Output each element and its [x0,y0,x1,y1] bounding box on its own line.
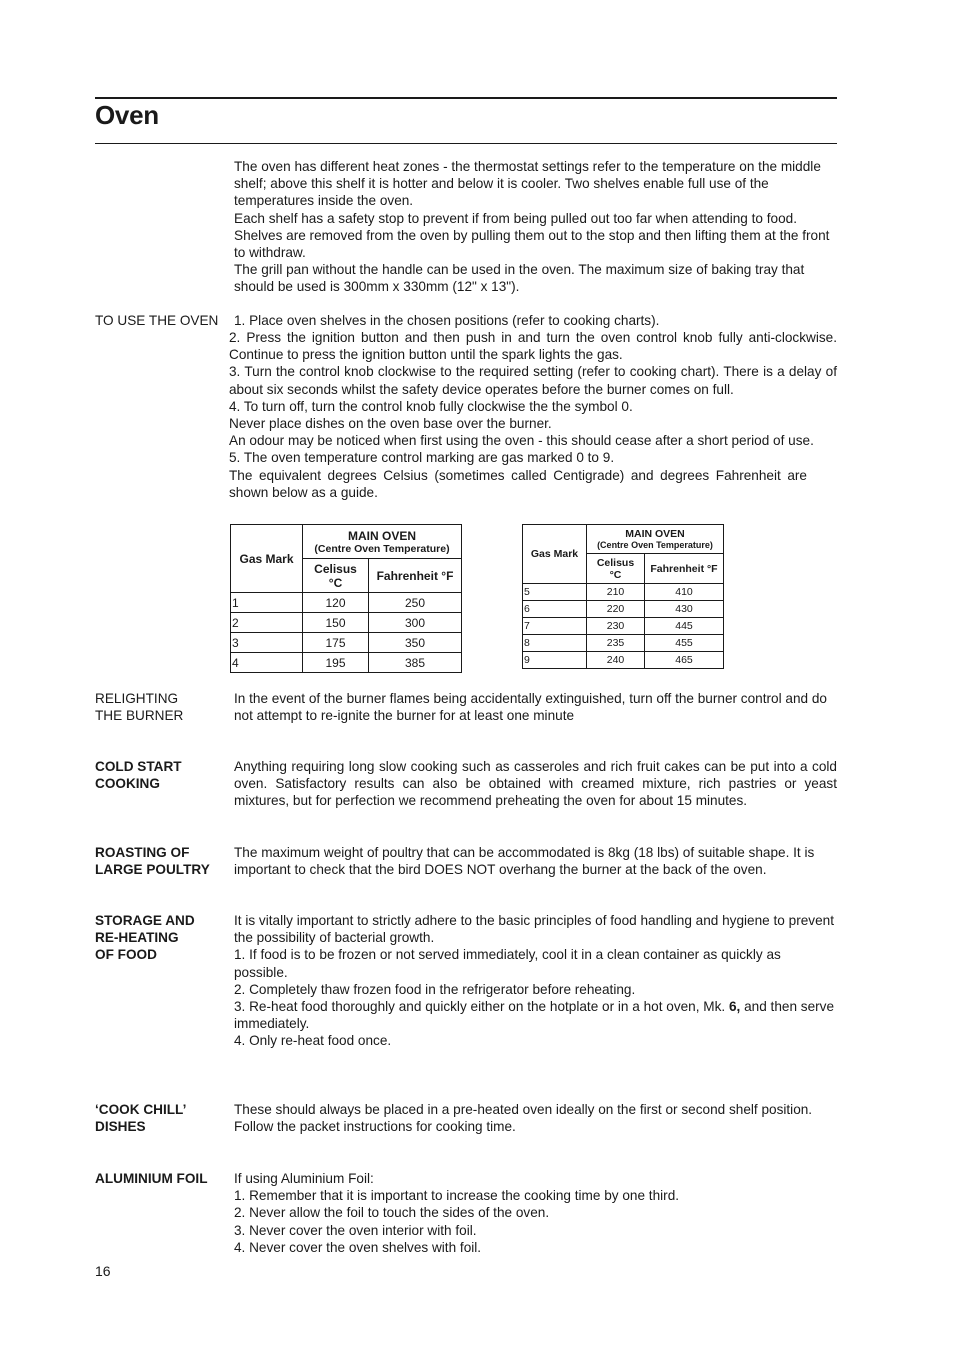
use-oven-step: 4. To turn off, turn the control knob fully clockwise the the symbol 0. [229,398,633,414]
intro-paragraph: Each shelf has a safety stop to prevent if from being pulled out too far when attending to food. Shelves are removed from the oven by pulling them out to the stop and then lifting them at the front to withdraw. [234,210,830,261]
roasting-text: The maximum weight of poultry that can be accommodated is 8kg (18 lbs) of suitable shape. It is important to check that the bird DOES NOT overhang the burner at the back of the oven. [234,845,815,878]
cold-start-text: Anything requiring long slow cooking such as casseroles and rich fruit cakes can be put into a cold oven. Satisfactory results can also be obtained with creamed mixture, rich pastries or yeast mixtures, but for perfection we recommend preheating the oven for about 15 minutes. [234,759,837,809]
celsius-header: Celisus °C [587,554,645,584]
foil-line: 4. Never cover the oven shelves with foil. [234,1239,482,1255]
use-oven-step: 5. The oven temperature control marking are gas marked 0 to 9. [229,450,615,466]
storage-text [234,912,837,1050]
foil-text [234,1170,837,1256]
foil-label: ALUMINIUM FOIL [95,1171,208,1186]
use-oven-step: 2. Press the ignition button and then push in and turn the oven control knob fully anti-clockwise. Continue to press the ignition button until the spark lights the gas. [229,330,837,363]
storage-line: It is vitally important to strictly adhere to the basic principles of food handling and hygiene to prevent the possibility of bacterial growth. [234,913,834,946]
use-oven-step: 3. Turn the control knob clockwise to the required setting (refer to cooking chart). There is a delay of about six seconds whilst the safety device operates before the burner comes on full. [229,364,837,397]
table-row: 7 230 445 [523,618,724,635]
table-row: 5 210 410 [523,584,724,601]
cook-chill-text: These should always be placed in a pre-heated oven ideally on the first or second shelf position. Follow the packet instructions for cooking time. [234,1102,813,1135]
table-row: 9 240 465 [523,652,724,669]
main-oven-header: MAIN OVEN (Centre Oven Temperature) [303,525,462,559]
storage-line: 2. Completely thaw frozen food in the refrigerator before reheating. [234,981,636,997]
gas-mark-header: Gas Mark [231,525,303,593]
foil-line: 2. Never allow the foil to touch the sides of the oven. [234,1205,550,1221]
table-row: 3 175 350 [231,633,462,653]
use-oven-first-step: 1. Place oven shelves in the chosen positions (refer to cooking charts). [234,313,660,328]
celsius-header: Celisus °C [303,559,369,593]
table-row: 1 120 250 [231,593,462,613]
use-oven-steps [229,329,837,501]
fahrenheit-header: Fahrenheit °F [369,559,462,593]
gas-mark-table-5-9 [522,524,724,669]
storage-line: 3. Re-heat food thoroughly and quickly either on the hotplate or in a hot oven, Mk. 6, and then serve immediately. [234,999,835,1032]
cook-chill-label: ‘COOK CHILL’ DISHES [95,1102,187,1135]
main-oven-header: MAIN OVEN (Centre Oven Temperature) [587,525,724,554]
page-number: 16 [95,1263,111,1279]
relighting-label: RELIGHTING THE BURNER [95,691,184,724]
table-row: 4 195 385 [231,653,462,673]
intro-section [234,158,837,296]
top-rule [95,97,837,99]
table-row: 6 220 430 [523,601,724,618]
table-row: 8 235 455 [523,635,724,652]
roasting-label: ROASTING OF LARGE POULTRY [95,845,210,878]
use-oven-step: The equivalent degrees Celsius (sometimes called Centigrade) and degrees Fahrenheit are shown below as a guide. [229,467,807,500]
cold-start-label: COLD START COOKING [95,759,182,792]
use-oven-step: An odour may be noticed when first using the oven - this should cease after a short period of use. [229,433,814,449]
gas-mark-table-1-4 [230,524,462,673]
table-row: 2 150 300 [231,613,462,633]
foil-line: 1. Remember that it is important to increase the cooking time by one third. [234,1188,680,1204]
storage-label: STORAGE AND RE-HEATING OF FOOD [95,913,195,963]
storage-line: 1. If food is to be frozen or not served immediately, cool it in a clean container as quickly as possible. [234,947,781,980]
intro-paragraph: The oven has different heat zones - the thermostat settings refer to the temperature on the middle shelf; above this shelf it is hotter and below it is cooler. Two shelves enable full use of the temperatures inside the oven. [234,159,821,209]
gas-mark-header: Gas Mark [523,525,587,584]
foil-line: 3. Never cover the oven interior with foil. [234,1222,477,1238]
storage-line: 4. Only re-heat food once. [234,1033,392,1049]
use-oven-label: TO USE THE OVEN [95,313,219,328]
use-oven-step: Never place dishes on the oven base over the burner. [229,416,552,432]
intro-paragraph: The grill pan without the handle can be used in the oven. The maximum size of baking tray that should be used is 300mm x 330mm (12" x 13"). [234,262,805,295]
fahrenheit-header: Fahrenheit °F [645,554,724,584]
page-title: Oven [95,100,159,130]
title-rule [95,143,837,144]
foil-line: If using Aluminium Foil: [234,1171,374,1186]
relighting-text: In the event of the burner flames being accidentally extinguished, turn off the burner control and do not attempt to re-ignite the burner for at least one minute [234,691,827,724]
